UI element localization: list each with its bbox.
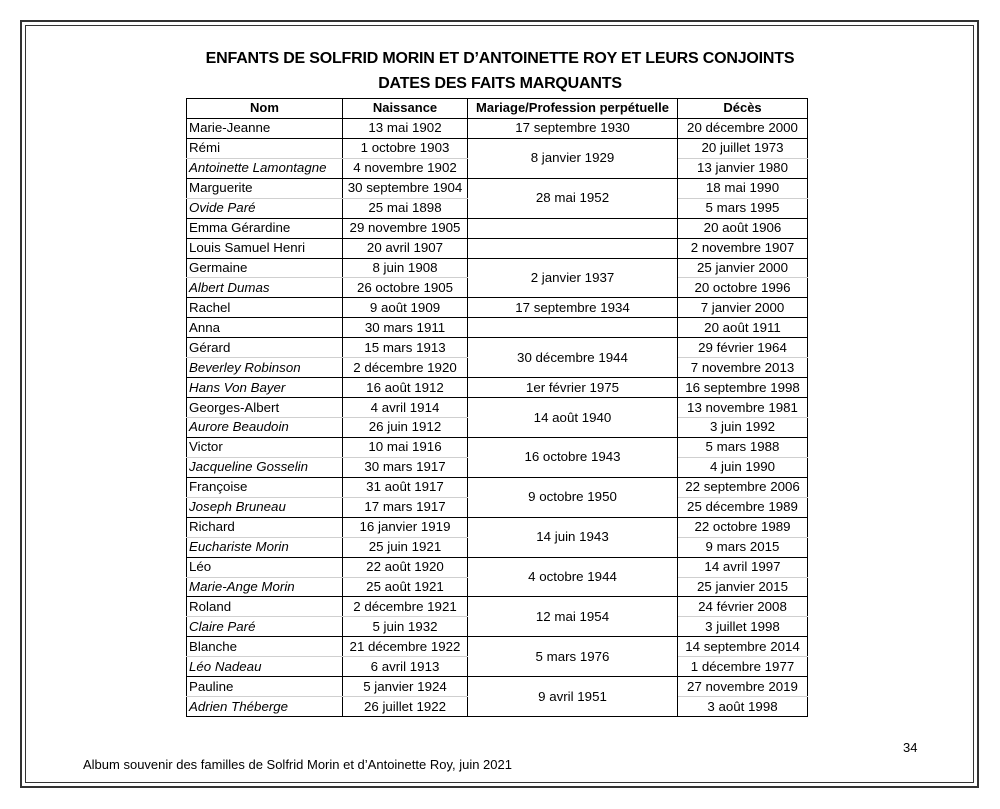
table-row — [187, 597, 808, 617]
table-row — [187, 138, 808, 158]
birth-date-cell: 13 mai 1902 — [343, 118, 468, 138]
marriage-date-cell: 16 octobre 1943 — [468, 437, 678, 477]
spouse-name-cell: Ovide Paré — [187, 198, 343, 218]
child-name-cell: Germaine — [187, 258, 343, 278]
table-row — [187, 677, 808, 697]
spouse-name-cell: Claire Paré — [187, 617, 343, 637]
marriage-date-cell: 1er février 1975 — [468, 378, 678, 398]
table-row — [187, 378, 808, 398]
marriage-date-cell: 12 mai 1954 — [468, 597, 678, 637]
death-date-cell: 7 janvier 2000 — [678, 298, 808, 318]
spouse-name-cell: Joseph Bruneau — [187, 497, 343, 517]
child-name-cell: Louis Samuel Henri — [187, 238, 343, 258]
table-row — [187, 258, 808, 278]
footer-caption: Album souvenir des familles de Solfrid Morin et d’Antoinette Roy, juin 2021 — [83, 757, 512, 772]
marriage-date-cell — [468, 218, 678, 238]
birth-date-cell: 4 avril 1914 — [343, 398, 468, 418]
table-row — [187, 517, 808, 537]
birth-date-cell: 26 juillet 1922 — [343, 697, 468, 717]
child-name-cell: Léo — [187, 557, 343, 577]
death-date-cell: 4 juin 1990 — [678, 457, 808, 477]
birth-date-cell: 29 novembre 1905 — [343, 218, 468, 238]
marriage-date-cell: 17 septembre 1934 — [468, 298, 678, 318]
child-name-cell: Victor — [187, 437, 343, 457]
table-row — [187, 298, 808, 318]
death-date-cell: 27 novembre 2019 — [678, 677, 808, 697]
spouse-name-cell: Hans Von Bayer — [187, 378, 343, 398]
death-date-cell: 1 décembre 1977 — [678, 657, 808, 677]
child-name-cell: Blanche — [187, 637, 343, 657]
birth-date-cell: 1 octobre 1903 — [343, 138, 468, 158]
child-name-cell: Emma Gérardine — [187, 218, 343, 238]
column-header-name: Nom — [187, 99, 343, 119]
column-header-birth: Naissance — [343, 99, 468, 119]
birth-date-cell: 16 août 1912 — [343, 378, 468, 398]
child-name-cell: Richard — [187, 517, 343, 537]
death-date-cell: 22 octobre 1989 — [678, 517, 808, 537]
table-row — [187, 338, 808, 358]
death-date-cell: 20 octobre 1996 — [678, 278, 808, 298]
death-date-cell: 20 août 1906 — [678, 218, 808, 238]
birth-date-cell: 17 mars 1917 — [343, 497, 468, 517]
marriage-date-cell: 9 avril 1951 — [468, 677, 678, 717]
spouse-name-cell: Aurore Beaudoin — [187, 418, 343, 438]
marriage-date-cell: 14 juin 1943 — [468, 517, 678, 557]
child-name-cell: Pauline — [187, 677, 343, 697]
marriage-date-cell: 8 janvier 1929 — [468, 138, 678, 178]
marriage-date-cell: 2 janvier 1937 — [468, 258, 678, 298]
spouse-name-cell: Antoinette Lamontagne — [187, 158, 343, 178]
marriage-date-cell: 30 décembre 1944 — [468, 338, 678, 378]
birth-date-cell: 20 avril 1907 — [343, 238, 468, 258]
birth-date-cell: 8 juin 1908 — [343, 258, 468, 278]
birth-date-cell: 10 mai 1916 — [343, 437, 468, 457]
spouse-name-cell: Jacqueline Gosselin — [187, 457, 343, 477]
birth-date-cell: 2 décembre 1920 — [343, 358, 468, 378]
death-date-cell: 20 août 1911 — [678, 318, 808, 338]
death-date-cell: 22 septembre 2006 — [678, 477, 808, 497]
table-row — [187, 477, 808, 497]
death-date-cell: 3 juillet 1998 — [678, 617, 808, 637]
child-name-cell: Marguerite — [187, 178, 343, 198]
death-date-cell: 9 mars 2015 — [678, 537, 808, 557]
spouse-name-cell: Léo Nadeau — [187, 657, 343, 677]
birth-date-cell: 16 janvier 1919 — [343, 517, 468, 537]
child-name-cell: Françoise — [187, 477, 343, 497]
death-date-cell: 2 novembre 1907 — [678, 238, 808, 258]
table-body — [187, 118, 808, 716]
page-number: 34 — [903, 740, 918, 755]
marriage-date-cell — [468, 318, 678, 338]
column-header-death: Décès — [678, 99, 808, 119]
child-name-cell: Rémi — [187, 138, 343, 158]
child-name-cell: Gérard — [187, 338, 343, 358]
spouse-name-cell: Albert Dumas — [187, 278, 343, 298]
table-header-row — [187, 99, 808, 119]
marriage-date-cell: 28 mai 1952 — [468, 178, 678, 218]
death-date-cell: 29 février 1964 — [678, 338, 808, 358]
death-date-cell: 3 août 1998 — [678, 697, 808, 717]
birth-date-cell: 5 juin 1932 — [343, 617, 468, 637]
marriage-date-cell: 14 août 1940 — [468, 398, 678, 438]
table-row — [187, 118, 808, 138]
child-name-cell: Rachel — [187, 298, 343, 318]
spouse-name-cell: Euchariste Morin — [187, 537, 343, 557]
birth-date-cell: 30 septembre 1904 — [343, 178, 468, 198]
birth-date-cell: 21 décembre 1922 — [343, 637, 468, 657]
child-name-cell: Roland — [187, 597, 343, 617]
table-row — [187, 398, 808, 418]
column-header-marriage: Mariage/Profession perpétuelle — [468, 99, 678, 119]
document-title: ENFANTS DE SOLFRID MORIN ET D’ANTOINETTE ROY ET LEURS CONJOINTS — [205, 50, 795, 67]
death-date-cell: 16 septembre 1998 — [678, 378, 808, 398]
death-date-cell: 5 mars 1995 — [678, 198, 808, 218]
birth-date-cell: 15 mars 1913 — [343, 338, 468, 358]
death-date-cell: 25 janvier 2015 — [678, 577, 808, 597]
birth-date-cell: 5 janvier 1924 — [343, 677, 468, 697]
table-row — [187, 178, 808, 198]
death-date-cell: 14 avril 1997 — [678, 557, 808, 577]
marriage-date-cell: 4 octobre 1944 — [468, 557, 678, 597]
birth-date-cell: 30 mars 1917 — [343, 457, 468, 477]
child-name-cell: Marie-Jeanne — [187, 118, 343, 138]
death-date-cell: 5 mars 1988 — [678, 437, 808, 457]
marriage-date-cell: 9 octobre 1950 — [468, 477, 678, 517]
death-date-cell: 25 janvier 2000 — [678, 258, 808, 278]
death-date-cell: 3 juin 1992 — [678, 418, 808, 438]
birth-date-cell: 22 août 1920 — [343, 557, 468, 577]
birth-date-cell: 25 août 1921 — [343, 577, 468, 597]
birth-date-cell: 26 octobre 1905 — [343, 278, 468, 298]
birth-date-cell: 30 mars 1911 — [343, 318, 468, 338]
birth-date-cell: 6 avril 1913 — [343, 657, 468, 677]
child-name-cell: Georges-Albert — [187, 398, 343, 418]
death-date-cell: 25 décembre 1989 — [678, 497, 808, 517]
marriage-date-cell: 5 mars 1976 — [468, 637, 678, 677]
table-row — [187, 218, 808, 238]
table-row — [187, 637, 808, 657]
death-date-cell: 20 décembre 2000 — [678, 118, 808, 138]
family-dates-table — [186, 98, 808, 717]
birth-date-cell: 26 juin 1912 — [343, 418, 468, 438]
death-date-cell: 20 juillet 1973 — [678, 138, 808, 158]
child-name-cell: Anna — [187, 318, 343, 338]
birth-date-cell: 2 décembre 1921 — [343, 597, 468, 617]
birth-date-cell: 25 mai 1898 — [343, 198, 468, 218]
birth-date-cell: 25 juin 1921 — [343, 537, 468, 557]
table-row — [187, 557, 808, 577]
marriage-date-cell — [468, 238, 678, 258]
spouse-name-cell: Marie-Ange Morin — [187, 577, 343, 597]
spouse-name-cell: Adrien Théberge — [187, 697, 343, 717]
death-date-cell: 14 septembre 2014 — [678, 637, 808, 657]
death-date-cell: 13 janvier 1980 — [678, 158, 808, 178]
death-date-cell: 24 février 2008 — [678, 597, 808, 617]
death-date-cell: 18 mai 1990 — [678, 178, 808, 198]
death-date-cell: 7 novembre 2013 — [678, 358, 808, 378]
table-row — [187, 238, 808, 258]
table-row — [187, 318, 808, 338]
birth-date-cell: 4 novembre 1902 — [343, 158, 468, 178]
birth-date-cell: 9 août 1909 — [343, 298, 468, 318]
document-subtitle: DATES DES FAITS MARQUANTS — [378, 75, 622, 92]
table-row — [187, 437, 808, 457]
spouse-name-cell: Beverley Robinson — [187, 358, 343, 378]
death-date-cell: 13 novembre 1981 — [678, 398, 808, 418]
marriage-date-cell: 17 septembre 1930 — [468, 118, 678, 138]
birth-date-cell: 31 août 1917 — [343, 477, 468, 497]
